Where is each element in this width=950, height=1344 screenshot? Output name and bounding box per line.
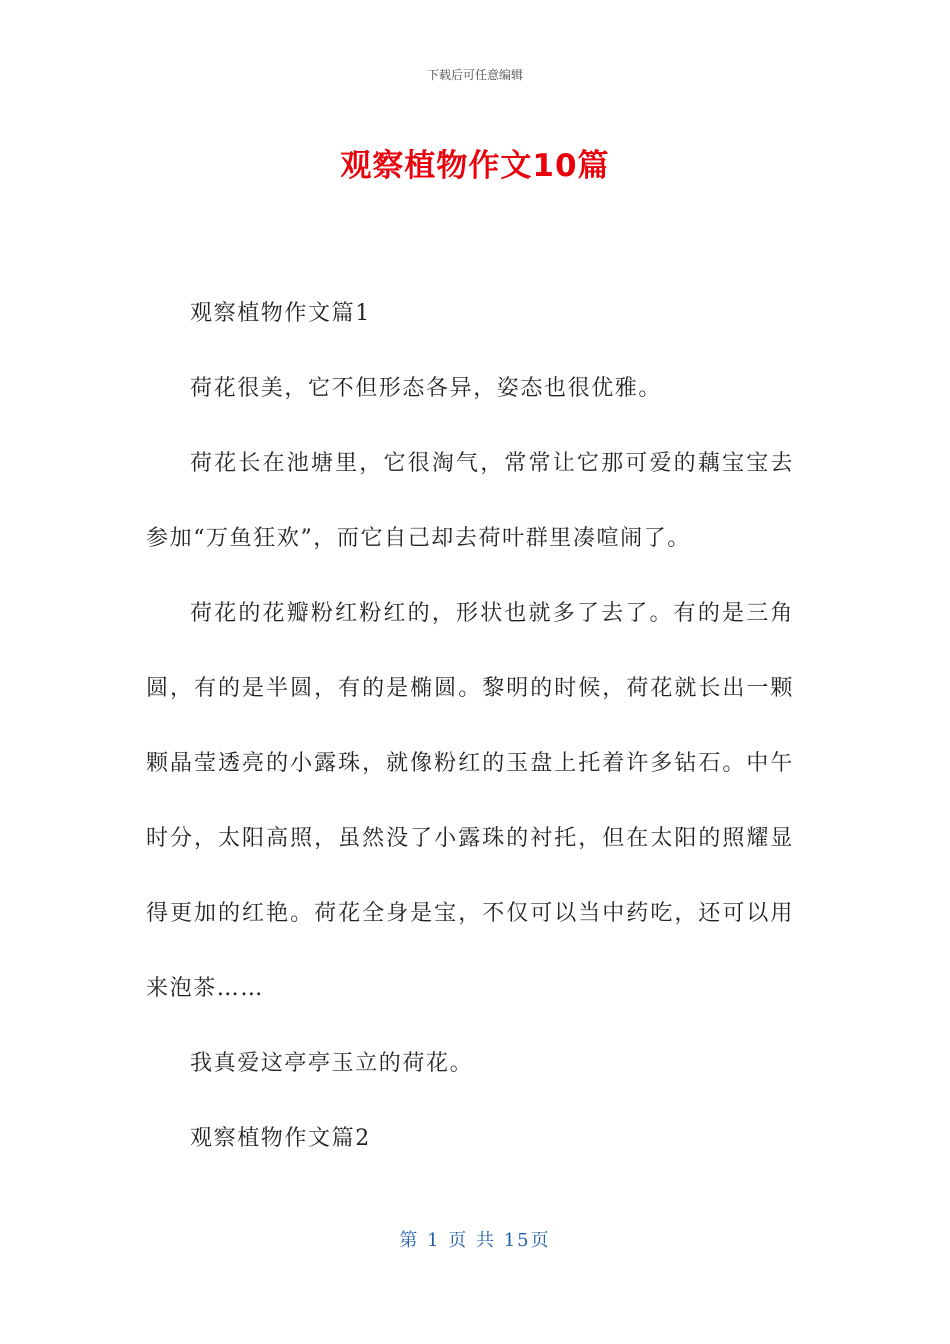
paragraph: 荷花长在池塘里，它很淘气，常常让它那可爱的藕宝宝去参加“万鱼狂欢”，而它自己却去荷叶群里凑喧闹了。 [146,451,794,551]
header-note: 下载后可任意编辑 [426,68,523,82]
paragraph-heading-1: 观察植物作文篇1 [190,301,371,326]
paragraph: 荷花很美，它不但形态各异，姿态也很优雅。 [190,376,663,401]
document-body [146,276,794,1176]
document-title: 观察植物作文10篇 [340,148,610,184]
page-footer: 第 1 页 共 15页 [399,1230,551,1251]
paragraph-heading-2: 观察植物作文篇2 [190,1126,371,1151]
paragraph: 荷花的花瓣粉红粉红的，形状也就多了去了。有的是三角圆，有的是半圆，有的是椭圆。黎明的时候，荷花就长出一颗颗晶莹透亮的小露珠，就像粉红的玉盘上托着许多钻石。中午时分，太阳高照，虽然没了小露珠的衬托，但在太阳的照耀显得更加的红艳。荷花全身是宝，不仅可以当中药吃，还可以用来泡茶…… [146,601,794,1001]
paragraph: 我真爱这亭亭玉立的荷花。 [190,1051,474,1076]
